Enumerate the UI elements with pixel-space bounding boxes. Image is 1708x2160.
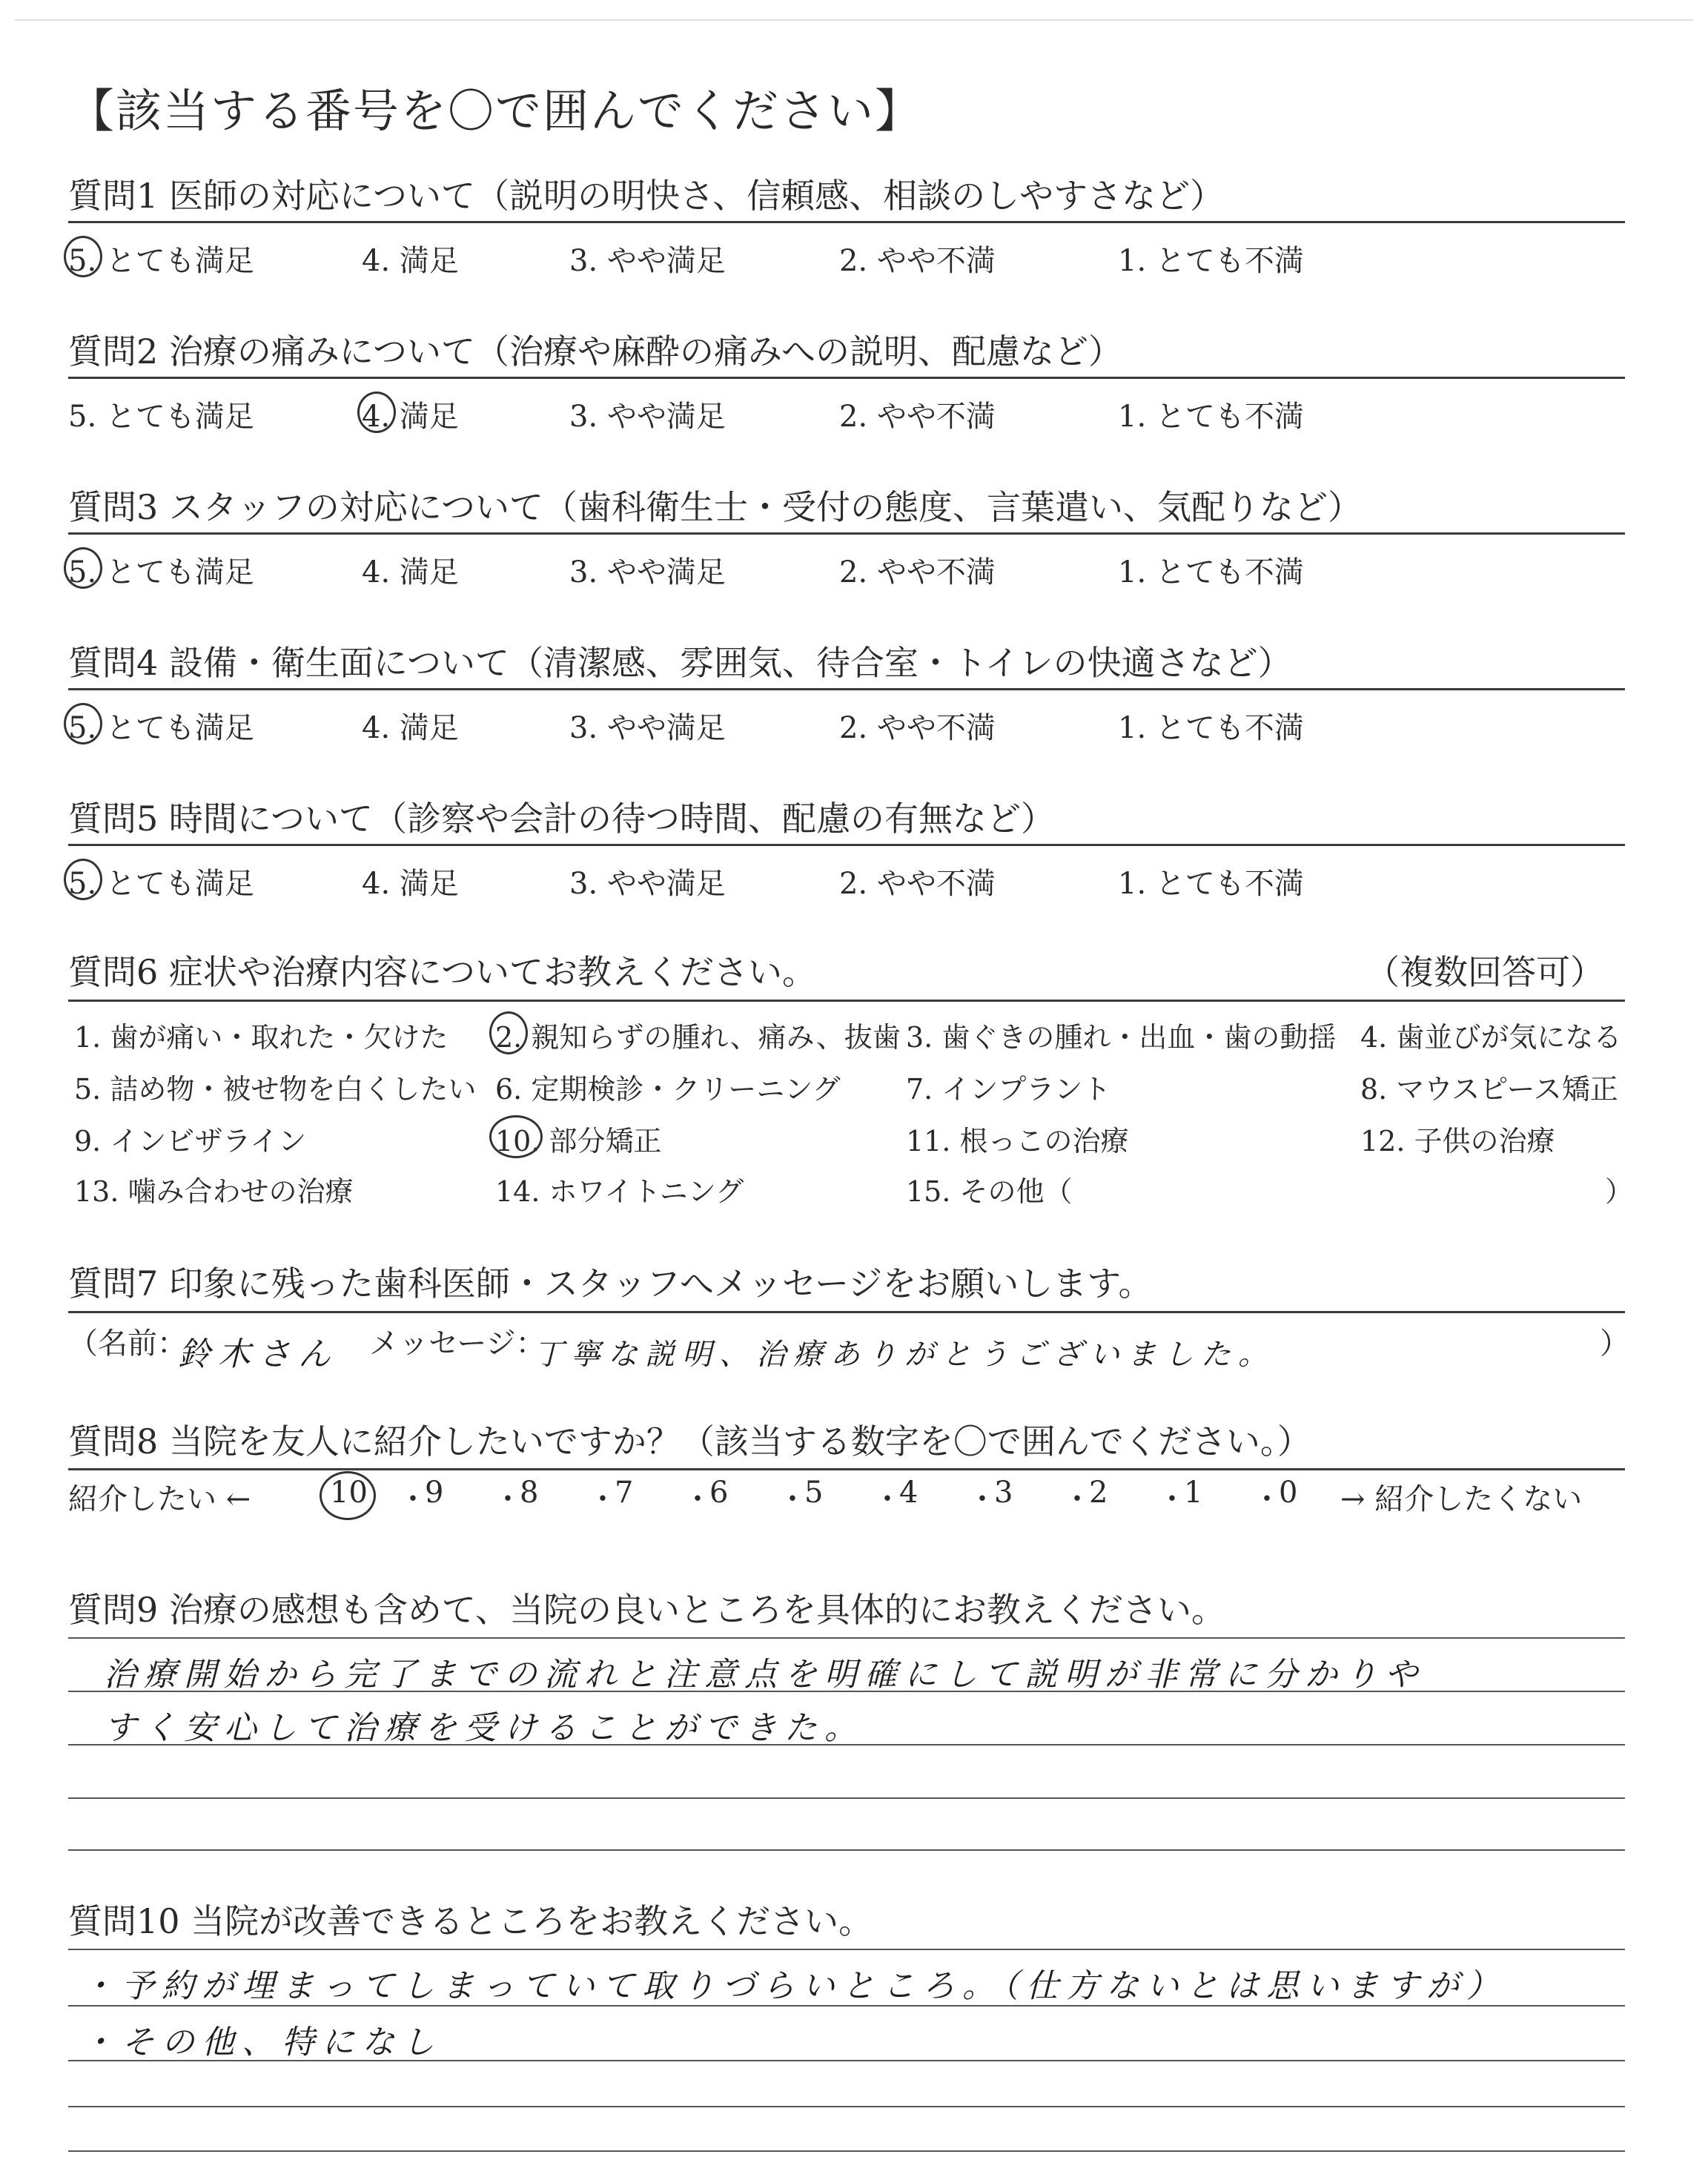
q7-rule [68, 1311, 1625, 1313]
question-5-option[interactable]: 4. 満足 [362, 867, 459, 901]
q10-title: 質問10 当院が改善できるところをお教えください。 [68, 1901, 873, 1941]
q8-scale-separator: ・ [493, 1482, 523, 1516]
q6-option[interactable]: 6. 定期検診・クリーニング [495, 1073, 841, 1106]
q9-answer-line-2: すく安心して治療を受けることができた。 [104, 1709, 864, 1747]
question-1-option[interactable]: 2. やや不満 [839, 244, 996, 278]
q8-scale-value[interactable]: 4 [899, 1476, 918, 1510]
q8-scale-separator: ・ [588, 1482, 618, 1516]
question-2-option[interactable]: 1. とても不満 [1118, 400, 1304, 434]
q8-scale-separator: ・ [1252, 1482, 1282, 1516]
question-5-rule [68, 844, 1625, 846]
question-5-title: 質問5 時間について（診察や会計の待つ時間、配慮の有無など） [68, 799, 1055, 839]
q8-scale-separator: ・ [398, 1482, 428, 1516]
q7-title: 質問7 印象に残った歯科医師・スタッフへメッセージをお願いします。 [68, 1264, 1153, 1304]
question-2-option[interactable]: 3. やや満足 [569, 400, 726, 434]
q8-scale-value[interactable]: 7 [615, 1476, 634, 1510]
q6-title: 質問6 症状や治療内容についてお教えください。 [68, 952, 816, 992]
q8-scale-separator: ・ [683, 1482, 712, 1516]
q6-option[interactable]: 9. インビザライン [74, 1125, 307, 1157]
question-3-option[interactable]: 4. 満足 [362, 555, 459, 589]
q8-scale-separator: ・ [778, 1482, 807, 1516]
question-3-option[interactable]: 1. とても不満 [1118, 555, 1304, 589]
q8-scale-separator: ・ [1157, 1482, 1187, 1516]
q8-scale-value[interactable]: 5 [804, 1476, 824, 1510]
q10-answer-line-2: ・その他、特になし [82, 2024, 442, 2061]
question-3-option[interactable]: 5. とても満足 [68, 555, 254, 589]
question-4-title: 質問4 設備・衛生面について（清潔感、雰囲気、待合室・トイレの快適さなど） [68, 643, 1292, 683]
q8-scale-value[interactable]: 8 [520, 1476, 539, 1510]
q6-option[interactable]: 4. 歯並びが気になる [1360, 1021, 1622, 1054]
selection-circle [64, 236, 102, 277]
q6-option[interactable]: 3. 歯ぐきの腫れ・出血・歯の動揺 [906, 1021, 1337, 1054]
q8-scale-separator: ・ [1062, 1482, 1092, 1516]
question-2-option[interactable]: 2. やや不満 [839, 400, 996, 434]
q6-note: （複数回答可） [1366, 952, 1604, 992]
q6-option[interactable]: 1. 歯が痛い・取れた・欠けた [74, 1021, 448, 1054]
question-5-option[interactable]: 5. とても満足 [68, 867, 254, 901]
question-4-option[interactable]: 1. とても不満 [1118, 711, 1304, 745]
q10-line [68, 2150, 1625, 2152]
q7-close-paren: ） [1600, 1327, 1629, 1361]
q8-scale-value[interactable]: 3 [994, 1476, 1013, 1510]
q9-title: 質問9 治療の感想も含めて、当院の良いところを具体的にお教えください。 [68, 1590, 1225, 1630]
question-1-option[interactable]: 1. とても不満 [1118, 244, 1304, 278]
q8-scale-separator: ・ [873, 1482, 902, 1516]
question-1-option[interactable]: 3. やや満足 [569, 244, 726, 278]
q7-name-label: （名前： [68, 1327, 187, 1361]
q8-scale-value[interactable]: 9 [425, 1476, 444, 1510]
selection-circle [489, 1011, 528, 1054]
question-3-option[interactable]: 3. やや満足 [569, 555, 726, 589]
q9-line [68, 1849, 1625, 1851]
q8-left-label: 紹介したい ← [68, 1482, 251, 1516]
question-2-title: 質問2 治療の痛みについて（治療や麻酔の痛みへの説明、配慮など） [68, 331, 1123, 371]
q7-name-value: 鈴木さん [178, 1335, 338, 1373]
question-1-rule [68, 221, 1625, 223]
q9-line [68, 1637, 1625, 1639]
q6-rule [68, 1000, 1625, 1002]
question-4-option[interactable]: 4. 満足 [362, 711, 459, 745]
question-3-rule [68, 532, 1625, 535]
q8-scale-value[interactable]: 1 [1184, 1476, 1203, 1510]
question-5-option[interactable]: 1. とても不満 [1118, 867, 1304, 901]
q8-right-label: → 紹介したくない [1340, 1482, 1583, 1516]
q9-answer-line-1: 治療開始から完了までの流れと注意点を明確にして説明が非常に分かりや [104, 1656, 1425, 1694]
question-5-option[interactable]: 2. やや不満 [839, 867, 996, 901]
question-2-option[interactable]: 5. とても満足 [68, 400, 254, 434]
selection-circle [64, 547, 102, 589]
question-1-option[interactable]: 4. 満足 [362, 244, 459, 278]
q7-message-label: メッセージ： [369, 1327, 546, 1361]
question-5-option[interactable]: 3. やや満足 [569, 867, 726, 901]
question-2-rule [68, 377, 1625, 379]
q8-rule [68, 1468, 1625, 1470]
question-2-option[interactable]: 4. 満足 [362, 400, 459, 434]
q6-option[interactable]: 13. 噛み合わせの治療 [74, 1175, 354, 1208]
q8-scale-separator: ・ [967, 1482, 997, 1516]
q6-option[interactable]: 8. マウスピース矯正 [1360, 1073, 1618, 1106]
question-4-option[interactable]: 5. とても満足 [68, 711, 254, 745]
question-3-option[interactable]: 2. やや不満 [839, 555, 996, 589]
question-1-option[interactable]: 5. とても満足 [68, 244, 254, 278]
q8-scale-value[interactable]: 10 [330, 1476, 368, 1510]
q6-option[interactable]: 12. 子供の治療 [1360, 1125, 1555, 1157]
q8-scale-value[interactable]: 6 [709, 1476, 729, 1510]
q6-option[interactable]: 15. その他（ [906, 1175, 1073, 1208]
question-1-title: 質問1 医師の対応について（説明の明快さ、信頼感、相談のしやすさなど） [68, 176, 1225, 216]
q8-scale-value[interactable]: 2 [1089, 1476, 1108, 1510]
question-3-title: 質問3 スタッフの対応について（歯科衛生士・受付の態度、言葉遣い、気配りなど） [68, 487, 1362, 527]
question-4-rule [68, 688, 1625, 690]
q6-option[interactable]: 14. ホワイトニング [495, 1175, 744, 1208]
question-4-option[interactable]: 3. やや満足 [569, 711, 726, 745]
selection-circle [357, 392, 396, 433]
selection-circle [64, 703, 102, 744]
q8-scale-value[interactable]: 0 [1279, 1476, 1298, 1510]
q6-option[interactable]: 7. インプラント [906, 1073, 1111, 1106]
selection-circle [64, 859, 102, 900]
q10-line [68, 2106, 1625, 2107]
q6-option[interactable]: 11. 根っこの治療 [906, 1125, 1129, 1157]
selection-circle [320, 1471, 376, 1520]
q10-answer-line-1: ・予約が埋まってしまっていて取りづらいところ。（仕方ないとは思いますが） [82, 1967, 1506, 2005]
form-header: 【該当する番号を〇で囲んでください】 [68, 84, 923, 138]
q6-option: ） [1605, 1175, 1634, 1208]
q6-option[interactable]: 2. 親知らずの腫れ、痛み、抜歯 [495, 1021, 901, 1054]
question-4-option[interactable]: 2. やや不満 [839, 711, 996, 745]
q7-message-value: 丁寧な説明、治療ありがとうございました。 [534, 1338, 1275, 1372]
q6-option[interactable]: 10. 部分矯正 [495, 1125, 662, 1157]
q6-option[interactable]: 5. 詰め物・被せ物を白くしたい [74, 1073, 477, 1106]
page-top-border [15, 19, 1693, 21]
q10-line [68, 1949, 1625, 1950]
selection-circle [489, 1115, 543, 1158]
q9-line [68, 1797, 1625, 1799]
q8-title: 質問8 当院を友人に紹介したいですか？（該当する数字を〇で囲んでください。） [68, 1421, 1311, 1462]
